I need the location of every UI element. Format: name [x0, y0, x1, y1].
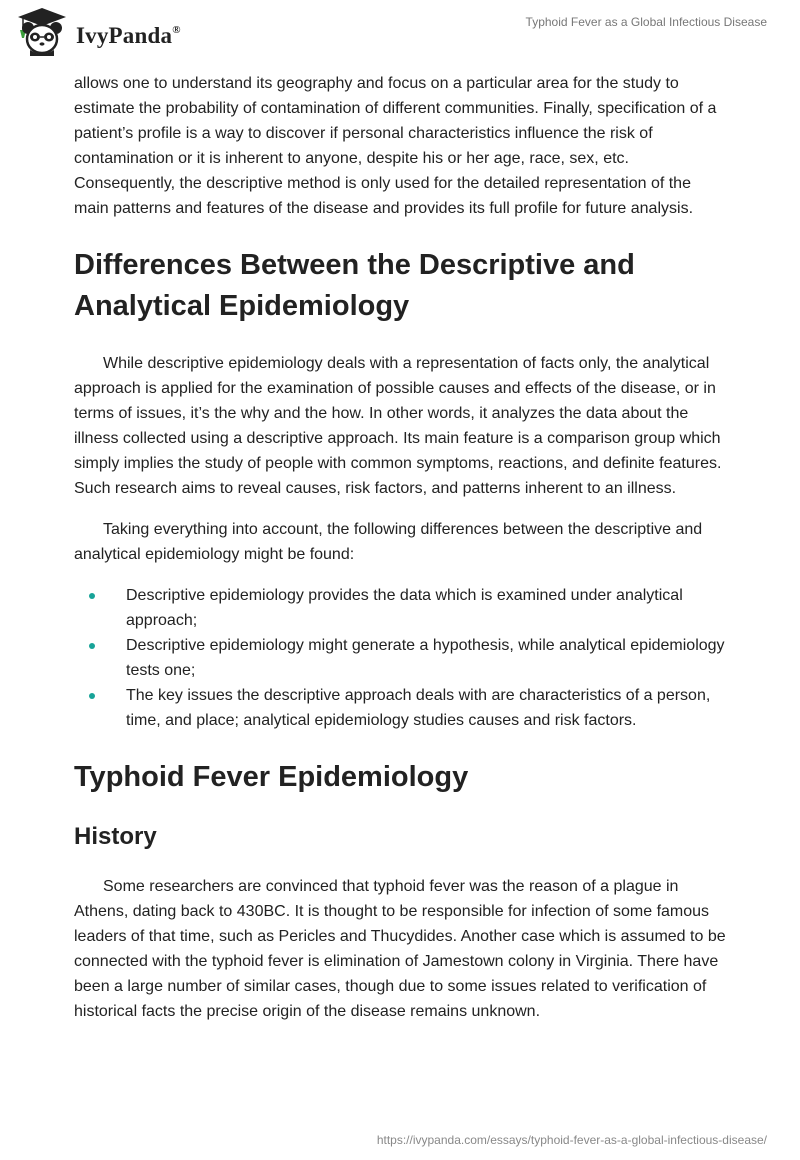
- list-item-text: Descriptive epidemiology might generate a hypothesis, while analytical epidemiology tests one;: [126, 637, 725, 679]
- ivypanda-logo[interactable]: [14, 6, 181, 58]
- list-item: [74, 633, 726, 683]
- section-heading-differences: Differences Between the Descriptive and Analytical Epidemiology: [74, 249, 635, 322]
- list-item-text: Descriptive epidemiology provides the data which is examined under analytical approach;: [126, 587, 683, 629]
- source-url-link[interactable]: https://ivypanda.com/essays/typhoid-fever-as-a-global-infectious-disease/: [376, 1133, 767, 1147]
- bullet-icon: [89, 643, 95, 649]
- article-content: [74, 71, 726, 1040]
- bullet-icon: [89, 593, 95, 599]
- list-item: [74, 583, 726, 633]
- page-header: [0, 0, 800, 70]
- section-heading-typhoid: Typhoid Fever Epidemiology: [74, 761, 469, 793]
- differences-list: [74, 583, 726, 733]
- paragraph: Taking everything into account, the following differences between the descriptive and analytical epidemiology might be found:: [74, 521, 703, 563]
- subheading-history: History: [74, 823, 157, 850]
- panda-logo-icon: [14, 6, 70, 58]
- intro-paragraph: allows one to understand its geography and focus on a particular area for the study to estimate the probability of contamination of different communities. Finally, specification of a patient’s profile is a way to discover if personal characteristics influence the risk of contamination or it is inherent to anyone, despite his or her age, race, sex, etc. Consequently, the descriptive method is only used for the detailed representation of the main patterns and features of the disease and provides its full profile for future analysis.: [74, 75, 717, 217]
- list-item: [74, 683, 726, 733]
- bullet-icon: [89, 693, 95, 699]
- paragraph: While descriptive epidemiology deals with a representation of facts only, the analytical approach is applied for the examination of possible causes and effects of the disease, or in terms of issues, it’s the why and the how. In other words, it analyzes the data about the illness collected using a descriptive approach. Its main feature is a comparison group which simply implies the study of people with common symptoms, reactions, and definite features. Such research aims to reveal causes, risk factors, and patterns inherent to an illness.: [74, 355, 722, 497]
- list-item-text: The key issues the descriptive approach deals with are characteristics of a person, time, and place; analytical epidemiology studies causes and risk factors.: [126, 687, 711, 729]
- brand-name: IvyPanda®: [76, 23, 181, 48]
- history-paragraph: Some researchers are convinced that typhoid fever was the reason of a plague in Athens, dating back to 430BC. It is thought to be responsible for infection of some famous leaders of that time, such as Pericles and Thucydides. Another case which is assumed to be connected with the typhoid fever is elimination of Jamestown colony in Virginia. There have been a large number of similar cases, though due to some issues related to verification of historical facts the precise origin of the disease remains unknown.: [74, 878, 726, 1020]
- document-title: Typhoid Fever as a Global Infectious Disease: [525, 15, 767, 29]
